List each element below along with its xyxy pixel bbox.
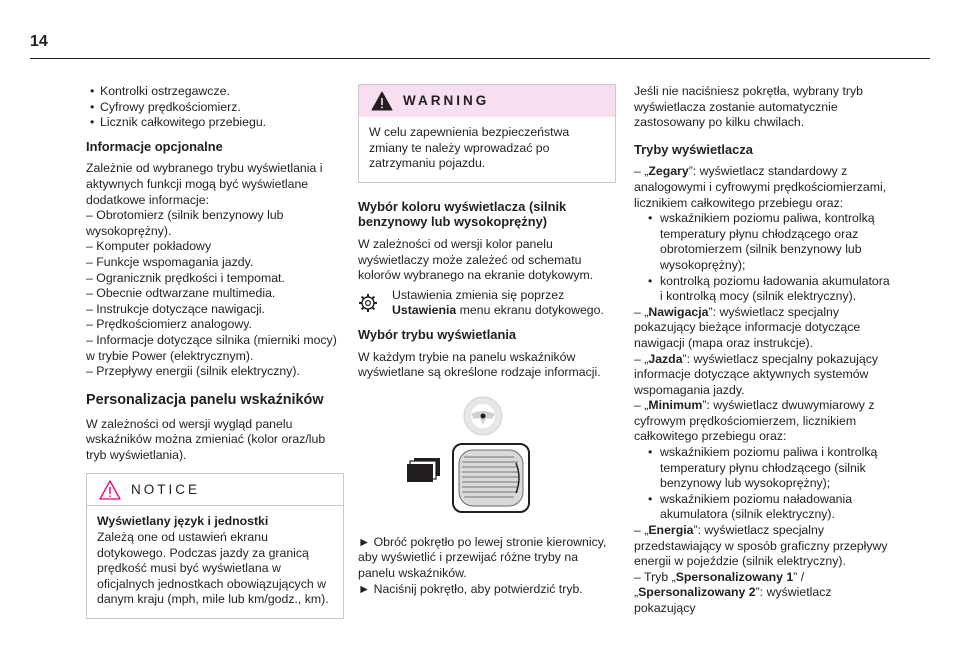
- display-screens-icon: [406, 457, 442, 483]
- notice-text: Zależą one od ustawień ekranu dotykowego. Podczas jazdy za granicą prędkość musi być wyświetlana w oficjalnych jednostkach obowiązujących w danym kraju (mph, mile lub km/godz., km).: [97, 530, 329, 607]
- list-item: – Funkcje wspomagania jazdy.: [86, 254, 254, 269]
- warning-header: [359, 85, 615, 117]
- mode-desc: ”: wyświetlacz pokazujący: [634, 585, 832, 615]
- list-item: • wskaźnikiem poziomu paliwa i kontrolką temperatury płynu chłodzącego (silnik benzynowy lub wysokoprężny);: [634, 445, 892, 492]
- display-bullets: [86, 84, 344, 131]
- color-text: W zależności od wersji kolor panelu wyświetlaczy może zależeć od schematu kolorów wybranego na ekranie dotykowym.: [358, 236, 594, 283]
- personalize-heading: Personalizacja panelu wskaźników: [86, 391, 324, 408]
- page-number: 14: [30, 33, 48, 50]
- mode-zegary: [634, 164, 892, 211]
- notice-title: NOTICE: [131, 482, 201, 498]
- notice-body: [87, 506, 343, 618]
- mode-nawigacja: [634, 305, 892, 352]
- list-item: – Prędkościomierz analogowy.: [86, 317, 252, 332]
- dash-prefix: – „: [634, 164, 649, 179]
- mode-desc: ”: wyświetlacz specjalny przedstawiający w sposób graficzny przepływy energii w pojeździe (silnik elektryczny).: [634, 523, 888, 569]
- list-item: • Licznik całkowitego przebiegu.: [86, 115, 344, 131]
- list-item: – Instrukcje dotyczące nawigacji.: [86, 301, 266, 316]
- settings-text: [392, 288, 604, 319]
- mode-name: Jazda: [648, 351, 683, 366]
- settings-note: [358, 288, 616, 319]
- settings-rest: menu ekranu dotykowego.: [456, 303, 604, 318]
- step-rotate: ► Obróć pokrętło po lewej stronie kierownicy, aby wyświetlić i przewijać różne tryby na panelu wskaźników.: [358, 534, 607, 580]
- notice-header: [87, 474, 343, 506]
- column-3: [634, 84, 892, 617]
- personalize-text: W zależności od wersji wygląd panelu wskaźników można zmieniać (kolor oraz/lub tryb wyświetlania).: [86, 416, 326, 462]
- minimum-bullets: [634, 445, 892, 523]
- mode-text: W każdym trybie na panelu wskaźników wyświetlane są określone rodzaje informacji.: [358, 349, 601, 380]
- warning-title: WARNING: [403, 93, 490, 109]
- mode-name: Minimum: [648, 398, 703, 413]
- warning-box: [358, 84, 616, 183]
- color-heading: Wybór koloru wyświetlacza (silnik benzynowy lub wysokoprężny): [358, 198, 567, 230]
- mode-desc: ”: wyświetlacz specjalny pokazujący bieżące informacje dotyczące nawigacji (mapa oraz instrukcje).: [634, 304, 861, 350]
- optional-info-intro: Zależnie od wybranego trybu wyświetlania i aktywnych funkcji mogą być wyświetlane dodatkowe informacje:: [86, 161, 323, 207]
- header-rule: [30, 58, 930, 59]
- dash-prefix: – „: [634, 523, 649, 538]
- mode-name: Energia: [648, 523, 694, 538]
- mode-separator: ” / „: [634, 569, 805, 600]
- list-item: – Informacje dotyczące silnika (mierniki mocy) w trybie Power (elektrycznym).: [86, 332, 337, 363]
- zegary-bullets: [634, 211, 892, 305]
- dash-prefix: – „: [634, 351, 649, 366]
- thumbwheel-icon: [452, 443, 530, 513]
- list-item: – Komputer pokładowy: [86, 239, 212, 254]
- settings-bold: Ustawienia: [392, 303, 457, 318]
- mode-desc: ”: wyświetlacz dwuwymiarowy z cyfrowym prędkościomierzem, licznikiem całkowitego przebiegu oraz:: [634, 398, 875, 444]
- modes-heading: Tryby wyświetlacza: [634, 141, 753, 157]
- dash-prefix: – Tryb „: [634, 569, 676, 584]
- mode-name: Nawigacja: [648, 304, 709, 319]
- list-item: • wskaźnikiem poziomu naładowania akumulatora (silnik elektryczny).: [634, 492, 892, 523]
- list-item: • Cyfrowy prędkościomierz.: [86, 100, 344, 116]
- dash-prefix: – „: [634, 398, 649, 413]
- mode-name: Zegary: [648, 164, 689, 179]
- warning-text: W celu zapewnienia bezpieczeństwa zmiany te należy wprowadzać po zatrzymaniu pojazdu.: [369, 125, 570, 171]
- warning-body: [359, 117, 615, 182]
- list-item: – Przepływy energii (silnik elektryczny).: [86, 364, 300, 379]
- mode-jazda: [634, 352, 892, 399]
- steering-wheel-icon: [462, 395, 504, 437]
- dash-prefix: – „: [634, 304, 649, 319]
- mode-name: Spersonalizowany 2: [638, 585, 756, 600]
- optional-info-heading: Informacje opcjonalne: [86, 138, 223, 154]
- notice-triangle-icon: [99, 480, 121, 500]
- mode-heading: Wybór trybu wyświetlania: [358, 326, 517, 342]
- notice-bold-line: Wyświetlany język i jednostki: [97, 514, 269, 529]
- mode-energia: [634, 523, 892, 570]
- column-1: [86, 84, 344, 619]
- mode-name: Spersonalizowany 1: [675, 569, 794, 584]
- settings-line: Ustawienia zmienia się poprzez: [392, 287, 565, 302]
- notice-box: [86, 473, 344, 619]
- mode-minimum: [634, 398, 892, 445]
- auto-apply-text: Jeśli nie naciśniesz pokrętła, wybrany tryb wyświetlacza zostanie automatycznie zastosowany po kilku chwilach.: [634, 84, 863, 130]
- step-press: ► Naciśnij pokrętło, aby potwierdzić tryb.: [358, 581, 583, 596]
- list-item: • kontrolką poziomu ładowania akumulatora i kontrolką mocy (silnik elektryczny).: [634, 274, 892, 305]
- list-item: – Obecnie odtwarzane multimedia.: [86, 286, 276, 301]
- list-item: – Obrotomierz (silnik benzynowy lub wysokoprężny).: [86, 208, 284, 238]
- mode-desc: ”: wyświetlacz specjalny pokazujący informacje dotyczące aktywnych systemów wspomagania jazdy.: [634, 351, 879, 397]
- warning-triangle-icon: [371, 91, 393, 111]
- gear-settings-icon: [358, 293, 378, 313]
- illustration: [358, 395, 616, 525]
- list-item: • Kontrolki ostrzegawcze.: [86, 84, 344, 100]
- mode-desc: ”: wyświetlacz standardowy z analogowymi i cyfrowymi prędkościomierzami, licznikiem całkowitego przebiegu oraz:: [634, 164, 887, 210]
- list-item: • wskaźnikiem poziomu paliwa, kontrolką temperatury płynu chłodzącego oraz obrotomierzem (silnik benzynowy lub wysokoprężny);: [634, 211, 892, 273]
- column-2: [358, 84, 616, 597]
- list-item: – Ogranicznik prędkości i tempomat.: [86, 270, 285, 285]
- mode-custom: [634, 570, 892, 617]
